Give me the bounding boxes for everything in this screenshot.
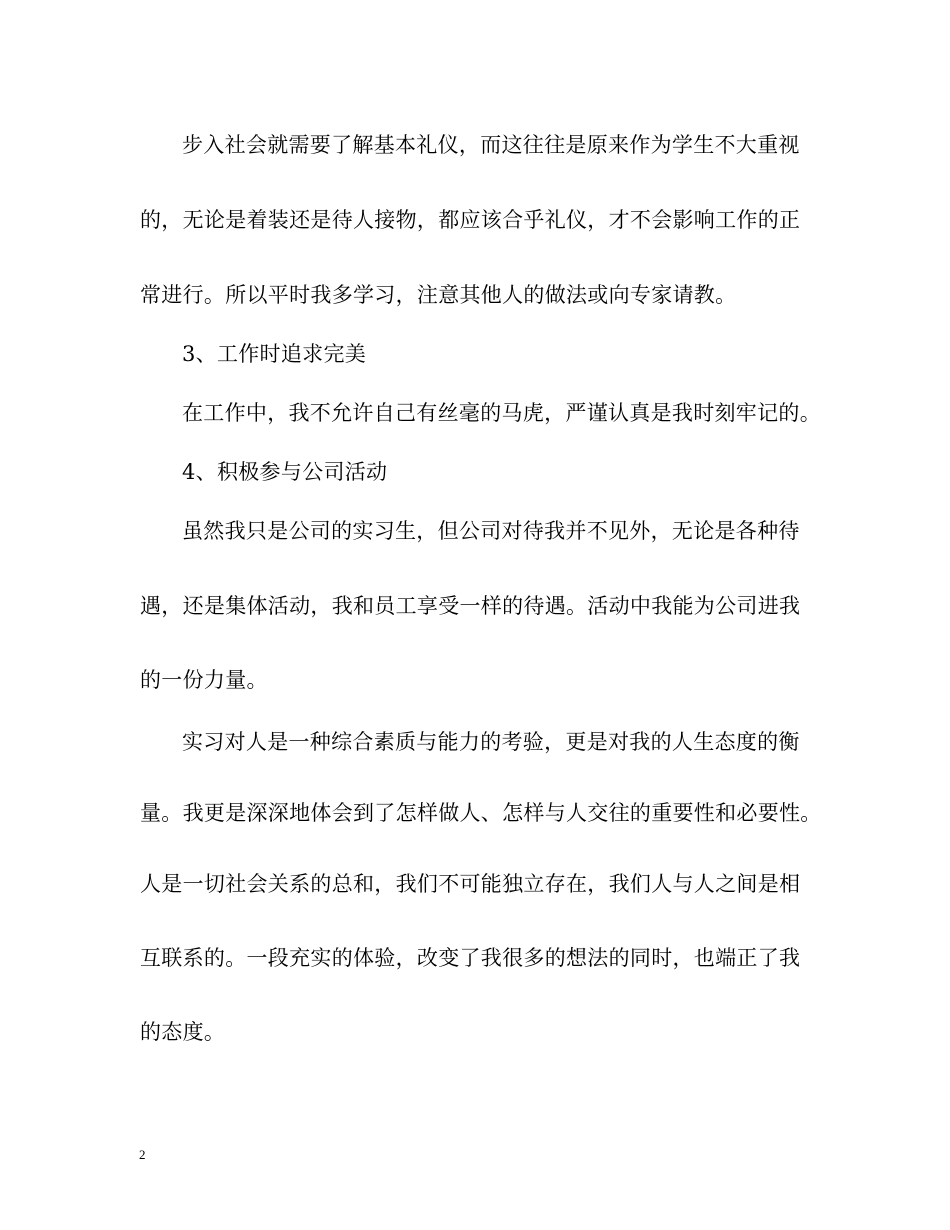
paragraph-line: 实习对人是一种综合素质与能力的考验，更是对我的人生态度的衡 (182, 730, 800, 754)
paragraph-line: 常进行。所以平时我多学习，注意其他人的做法或向专家请教。 (140, 283, 737, 307)
paragraph-line: 的一份力量。 (140, 668, 268, 692)
paragraph-line: 量。我更是深深地体会到了怎样做人、怎样与人交往的重要性和必要性。 (140, 801, 822, 825)
section-heading: 4、积极参与公司活动 (182, 460, 388, 484)
paragraph-line: 人是一切社会关系的总和，我们不可能独立存在，我们人与人之间是相 (140, 872, 801, 896)
paragraph-line: 遇，还是集体活动，我和员工享受一样的待遇。活动中我能为公司进我 (140, 594, 801, 618)
paragraph-line: 步入社会就需要了解基本礼仪，而这往往是原来作为学生不大重视 (182, 133, 800, 157)
page-number: 2 (139, 1147, 146, 1162)
paragraph-line: 的态度。 (140, 1020, 226, 1044)
paragraph-line: 互联系的。一段充实的体验，改变了我很多的想法的同时，也端正了我 (140, 946, 801, 970)
paragraph-line: 在工作中，我不允许自己有丝毫的马虎，严谨认真是我时刻牢记的。 (182, 401, 821, 425)
paragraph-line: 虽然我只是公司的实习生，但公司对待我并不见外，无论是各种待 (182, 519, 800, 543)
section-heading: 3、工作时追求完美 (182, 342, 367, 366)
paragraph-line: 的，无论是着装还是待人接物，都应该合乎礼仪，才不会影响工作的正 (140, 208, 801, 232)
